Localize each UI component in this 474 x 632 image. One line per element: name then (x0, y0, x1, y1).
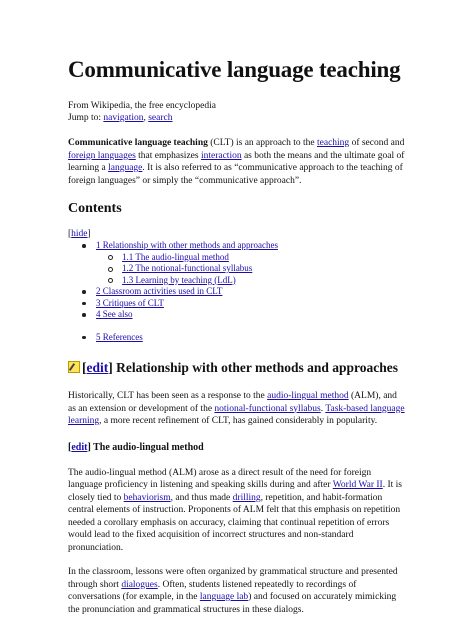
edit-subsection-link[interactable]: edit (71, 441, 88, 453)
link-foreign-languages[interactable]: foreign languages (68, 150, 136, 161)
link-language[interactable]: language (108, 163, 143, 173)
jump-to (68, 112, 406, 124)
bracket: [ (68, 441, 72, 453)
subsection-title: The audio-lingual method (90, 441, 204, 453)
bracket: ] (87, 229, 91, 239)
link-language-lab[interactable]: language lab (199, 592, 249, 602)
classroom-paragraph (68, 566, 406, 616)
intro-text: that emphasizes (135, 150, 201, 161)
link-drilling[interactable]: drilling (232, 492, 261, 503)
paragraph-text: Historically, CLT has been seen as a response to the (68, 391, 268, 401)
toc-link[interactable]: 1 Relationship with other methods and approaches (96, 240, 278, 250)
bracket: ] (108, 360, 113, 375)
from-wikipedia: From Wikipedia, the free encyclopedia (68, 101, 216, 111)
intro-text: (CLT) is an approach to the (207, 138, 317, 148)
table-of-contents (68, 240, 406, 343)
paragraph-text: (ALM), and as an extension or development of the (68, 391, 397, 414)
link-world-war-ii[interactable]: World War II (332, 480, 383, 490)
link-interaction[interactable]: interaction (200, 150, 242, 161)
intro-text: as both the means and the ultimate goal of learning a (68, 150, 405, 173)
toc-link[interactable]: 3 Critiques of CLT (96, 297, 164, 308)
toc-link[interactable]: 5 References (96, 331, 143, 342)
jump-to-label: Jump to: (68, 113, 101, 123)
toc-link[interactable]: 1.2 The notional-functional syllabus (122, 263, 253, 273)
paragraph-text: In the classroom, lessons were often organized by grammatical structure and presented through short (68, 567, 398, 590)
paragraph-text: , and thus made (170, 492, 233, 503)
toc-item (68, 298, 406, 310)
jump-search-link[interactable]: search (148, 113, 173, 123)
section-title: Relationship with other methods and approaches (112, 360, 399, 375)
toc-item (68, 286, 406, 298)
edit-section-link[interactable]: edit (86, 360, 109, 375)
page-title: Communicative language teaching (68, 57, 401, 82)
toc-subitem (68, 275, 406, 287)
jump-navigation-link[interactable]: navigation (103, 113, 144, 123)
intro-paragraph (68, 137, 406, 187)
toc-link[interactable]: 1.1 The audio-lingual method (122, 251, 229, 262)
history-paragraph (68, 390, 406, 428)
contents-heading: Contents (68, 201, 122, 216)
hide-toc-link[interactable]: hide (71, 229, 88, 239)
bracket: [ (68, 229, 72, 239)
article-meta (68, 100, 406, 124)
link-task-based-learning[interactable]: Task-based language learning (68, 403, 405, 426)
intro-bold-term: Communicative language teaching (68, 138, 208, 148)
intro-text: of second and (349, 138, 405, 148)
jump-separator: , (143, 113, 149, 123)
bracket: [ (82, 360, 87, 375)
link-notional-functional-syllabus[interactable]: notional-functional syllabus (214, 403, 321, 414)
paragraph-text: ) and focused on accurately mimicking the pronunciation and grammatical structures in these dialogs. (68, 592, 397, 615)
link-audio-lingual-method[interactable]: audio-lingual method (267, 391, 349, 401)
toc-subitem (68, 252, 406, 264)
toc-link[interactable]: 2 Classroom activities used in CLT (96, 286, 223, 296)
toc-subitem (68, 263, 406, 275)
paragraph-text: . (320, 403, 326, 414)
subsection-heading (68, 441, 406, 454)
toc-item (68, 309, 406, 321)
section-heading (68, 359, 406, 376)
bracket: ] (87, 441, 91, 453)
edit-pencil-icon[interactable] (68, 361, 80, 373)
paragraph-text: , a more recent refinement of CLT, has gained considerably in popularity. (99, 416, 378, 426)
paragraph-text: . It is closely tied to (68, 480, 402, 503)
toc-hide (68, 228, 406, 240)
paragraph-text: The audio-lingual method (ALM) arose as a direct result of the need for foreign language proficiency in listening and speaking skills during and after (68, 467, 372, 490)
toc-item (68, 240, 406, 252)
paragraph-text: . Often, students listened repeatedly to recordings of conversations (for example, in the (68, 579, 357, 602)
link-behaviorism[interactable]: behaviorism (123, 492, 171, 503)
toc-link[interactable]: 1.3 Learning by teaching (LdL) (122, 274, 236, 285)
paragraph-text: , repetition, and habit-formation central elements of instruction. Proponents of ALM felt that this emphasis on repetition needed a corollary emphasis on accuracy, claiming that continual repetition of errors would lead to the fixed acquisition of incorrect structures and non-standard pronunciation. (68, 492, 401, 553)
toc-item (68, 332, 406, 344)
intro-text: . It is also referred to as “communicative approach to the teaching of foreign languages” or simply the “communicative approach”. (68, 163, 403, 186)
link-dialogues[interactable]: dialogues (121, 579, 158, 590)
toc-link[interactable]: 4 See also (96, 309, 133, 319)
link-teaching[interactable]: teaching (317, 138, 350, 148)
alm-paragraph (68, 467, 406, 555)
